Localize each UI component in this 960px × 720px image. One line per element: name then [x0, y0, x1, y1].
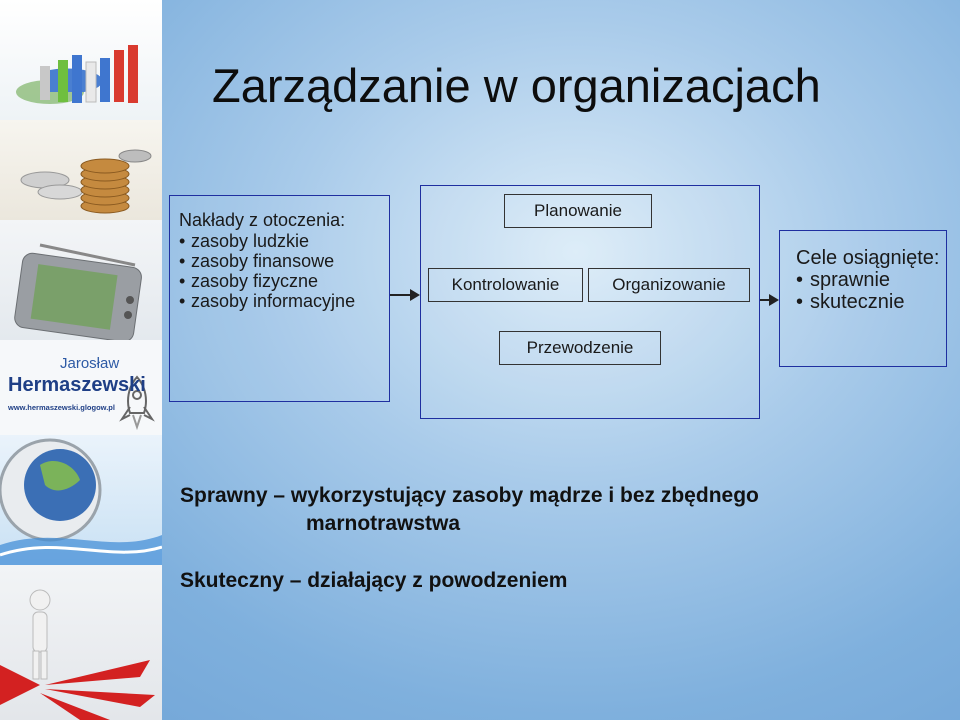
function-organizing: Organizowanie	[588, 268, 750, 302]
list-item: • zasoby ludzkie	[179, 231, 381, 251]
inputs-box	[169, 195, 390, 402]
clock-globe-icon	[0, 435, 162, 565]
list-item: • zasoby finansowe	[179, 251, 381, 271]
logo-last-name: Hermaszewski	[8, 374, 146, 396]
figure-arrows-icon	[0, 565, 162, 720]
arrow-inputs-to-functions	[390, 294, 418, 296]
list-item: • zasoby informacyjne	[179, 291, 381, 311]
pda-device-icon	[0, 220, 162, 340]
list-item: • sprawnie	[796, 269, 946, 291]
bar-chart-icon	[0, 0, 162, 120]
function-leading: Przewodzenie	[499, 331, 661, 365]
function-planning: Planowanie	[504, 194, 652, 228]
definition-efficient-line2: marnotrawstwa	[306, 512, 461, 535]
list-item: • skutecznie	[796, 291, 946, 313]
definition-effective: Skuteczny – działający z powodzeniem	[180, 569, 568, 592]
inputs-list	[179, 231, 381, 311]
function-controlling: Kontrolowanie	[428, 268, 583, 302]
outputs-box	[779, 230, 947, 367]
sidebar	[0, 0, 162, 720]
arrow-functions-to-outputs	[760, 299, 777, 301]
list-item: • zasoby fizyczne	[179, 271, 381, 291]
logo-url: www.hermaszewski.glogow.pl	[8, 403, 115, 412]
coins-icon	[0, 120, 162, 220]
page-title: Zarządzanie w organizacjach	[212, 59, 821, 112]
definition-efficient	[180, 482, 880, 538]
outputs-list	[796, 269, 946, 313]
definition-efficient-line1: Sprawny – wykorzystujący zasoby mądrze i bez zbędnego	[180, 484, 759, 507]
logo-first-name: Jarosław	[60, 355, 120, 372]
outputs-heading: Cele osiągnięte:	[796, 247, 940, 269]
inputs-heading: Nakłady z otoczenia:	[179, 210, 346, 230]
